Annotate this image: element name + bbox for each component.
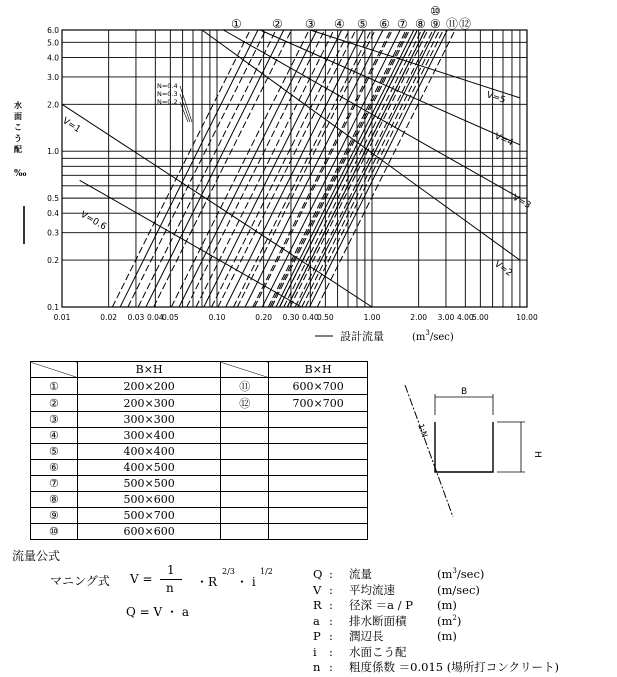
velocity-line	[80, 180, 302, 307]
x-tick-label: 0.05	[161, 313, 179, 322]
y-tick-label: 0.2	[47, 256, 59, 266]
series-markers	[231, 4, 471, 31]
series-line	[306, 30, 444, 307]
series-line	[262, 30, 400, 307]
series-line	[154, 30, 292, 307]
x-tick-label: 3.00	[437, 313, 455, 322]
roughness-leader	[180, 94, 190, 122]
series-line	[204, 30, 342, 307]
fraction-num: 1	[167, 563, 175, 577]
series-line	[233, 30, 371, 307]
series-line	[128, 30, 266, 307]
table-row: ⑨ 500×700	[31, 508, 368, 524]
table-row: ⑩ 600×600	[31, 524, 368, 540]
i-exponent: 1/2	[260, 567, 273, 576]
series-line	[146, 30, 284, 307]
roughness-legend	[157, 82, 192, 122]
x-axis-label	[315, 329, 454, 343]
x-tick-label: 5.00	[471, 313, 489, 322]
y-axis-label	[14, 100, 27, 244]
series-line	[245, 30, 383, 307]
series-line	[253, 30, 391, 307]
size-table	[30, 361, 368, 540]
x-tick-label: 0.50	[316, 313, 334, 322]
y-tick-label: 6.0	[47, 26, 59, 35]
series-marker: ⑨	[430, 17, 441, 31]
y-tick-label: 2.0	[47, 100, 59, 110]
velocity-line	[260, 30, 520, 145]
roughness-label: N=0.3	[157, 90, 178, 98]
i-term: ・ i	[236, 575, 256, 589]
channel-section	[435, 422, 493, 472]
slope-line	[405, 385, 453, 517]
r-term: ・R	[196, 575, 218, 589]
x-tick-label: 1.00	[363, 313, 381, 322]
legend-row: n : 粗度係数 ＝0.015 (場所打コンクリート)	[313, 660, 559, 674]
width-label: B	[461, 387, 468, 397]
x-tick-label: 0.01	[53, 313, 71, 322]
x-tick-label: 0.10	[208, 313, 226, 322]
fraction-den: n	[166, 581, 174, 595]
legend-row: Q : 流量 $(m^3/\sec)$	[313, 567, 485, 581]
table-row: ⑧ 500×600	[31, 492, 368, 508]
legend-row: a : 排水断面積 $(m^2)$	[313, 613, 462, 628]
table-row: ② 200×300 ⑫ 700×700	[31, 395, 368, 412]
series-marker: ⑩	[430, 4, 441, 18]
y-tick-label: 0.4	[47, 209, 59, 219]
x-tick-label: 0.03	[127, 313, 145, 322]
y-tick-labels	[47, 26, 59, 312]
x-axis-unit: $(m^3/\sec)$	[412, 329, 454, 343]
series-line	[310, 30, 448, 307]
series-marker: ①	[231, 17, 242, 31]
series-marker: ⑫	[459, 17, 472, 31]
series-line	[212, 30, 350, 307]
y-axis-unit: ‰	[14, 169, 27, 179]
y-tick-label: 5.0	[47, 38, 59, 48]
series-line	[218, 30, 356, 307]
height-label: H	[532, 451, 542, 458]
x-tick-label: 4.00	[456, 313, 474, 322]
series-line	[298, 30, 436, 307]
velocity-label: V=1	[60, 116, 83, 136]
manning-label: マニング式	[50, 574, 110, 588]
series-marker: ②	[272, 17, 283, 31]
series-marker: ③	[305, 17, 316, 31]
roughness-label: N=0.4	[157, 82, 178, 90]
fraction-bar	[160, 579, 182, 580]
roughness-label: N=0.2	[157, 98, 178, 106]
velocity-label: V=4	[492, 131, 515, 149]
series-marker: ⑥	[379, 17, 390, 31]
slope-label: 1:N	[416, 422, 430, 439]
table-row: ⑥ 400×500	[31, 460, 368, 476]
series-marker: ⑦	[397, 17, 408, 31]
y-tick-label: 4.0	[47, 53, 59, 63]
y-tick-label: 0.3	[47, 228, 59, 238]
y-tick-label: 0.1	[47, 303, 59, 312]
series-line	[272, 30, 410, 307]
x-axis-title: 設計流量	[340, 330, 384, 343]
legend-row: R : 径深 ＝a / P (m)	[313, 598, 457, 612]
series-line	[226, 30, 364, 307]
y-axis-title: 水面こう配	[14, 100, 22, 154]
table-row: ⑦ 500×500	[31, 476, 368, 492]
channel-series	[112, 30, 455, 307]
table-row: ④ 300×400	[31, 428, 368, 444]
legend-row: P : 潤辺長 (m)	[313, 629, 457, 643]
y-tick-label: 1.0	[47, 147, 59, 157]
y-tick-label: 3.0	[47, 72, 59, 82]
formula-title: 流量公式	[12, 549, 61, 563]
velocity-label: V=0.6	[78, 209, 108, 233]
series-marker: ④	[334, 17, 345, 31]
x-tick-label: 0.20	[255, 313, 273, 322]
series-marker: ⑧	[415, 17, 426, 31]
x-tick-label: 2.00	[410, 313, 428, 322]
x-tick-label: 0.30	[282, 313, 300, 322]
x-tick-label: 0.02	[100, 313, 118, 322]
series-line	[237, 30, 375, 307]
series-line	[287, 30, 425, 307]
q-equation: Q = V ・ a	[126, 605, 189, 619]
velocity-label: V=5	[485, 90, 507, 106]
series-marker: ⑪	[446, 17, 459, 31]
velocity-label: V=2	[492, 259, 514, 279]
series-line	[295, 30, 433, 307]
cross-section-diagram	[385, 375, 565, 525]
r-exponent: 2/3	[222, 567, 235, 576]
table-row: ③ 300×300	[31, 412, 368, 428]
x-tick-labels	[54, 313, 538, 322]
velocity-label: V=3	[510, 192, 533, 212]
legend-row: V : 平均流速 (m/sec)	[313, 582, 480, 597]
table-row: ⑤ 400×400	[31, 444, 368, 460]
v-lhs: V =	[130, 572, 153, 586]
series-marker: ⑤	[357, 17, 368, 31]
velocity-line	[202, 30, 520, 260]
x-tick-label: 0.40	[301, 313, 319, 322]
table-row: ① 200×200 ⑪ 600×700	[31, 378, 368, 395]
y-tick-label: 0.5	[47, 194, 59, 204]
legend-row: i : 水面こう配	[313, 644, 407, 659]
x-tick-label: 10.00	[516, 313, 538, 322]
x-tick-label: 0.04	[146, 313, 164, 322]
series-line	[120, 30, 258, 307]
table-header: B×H B×H	[31, 362, 368, 378]
